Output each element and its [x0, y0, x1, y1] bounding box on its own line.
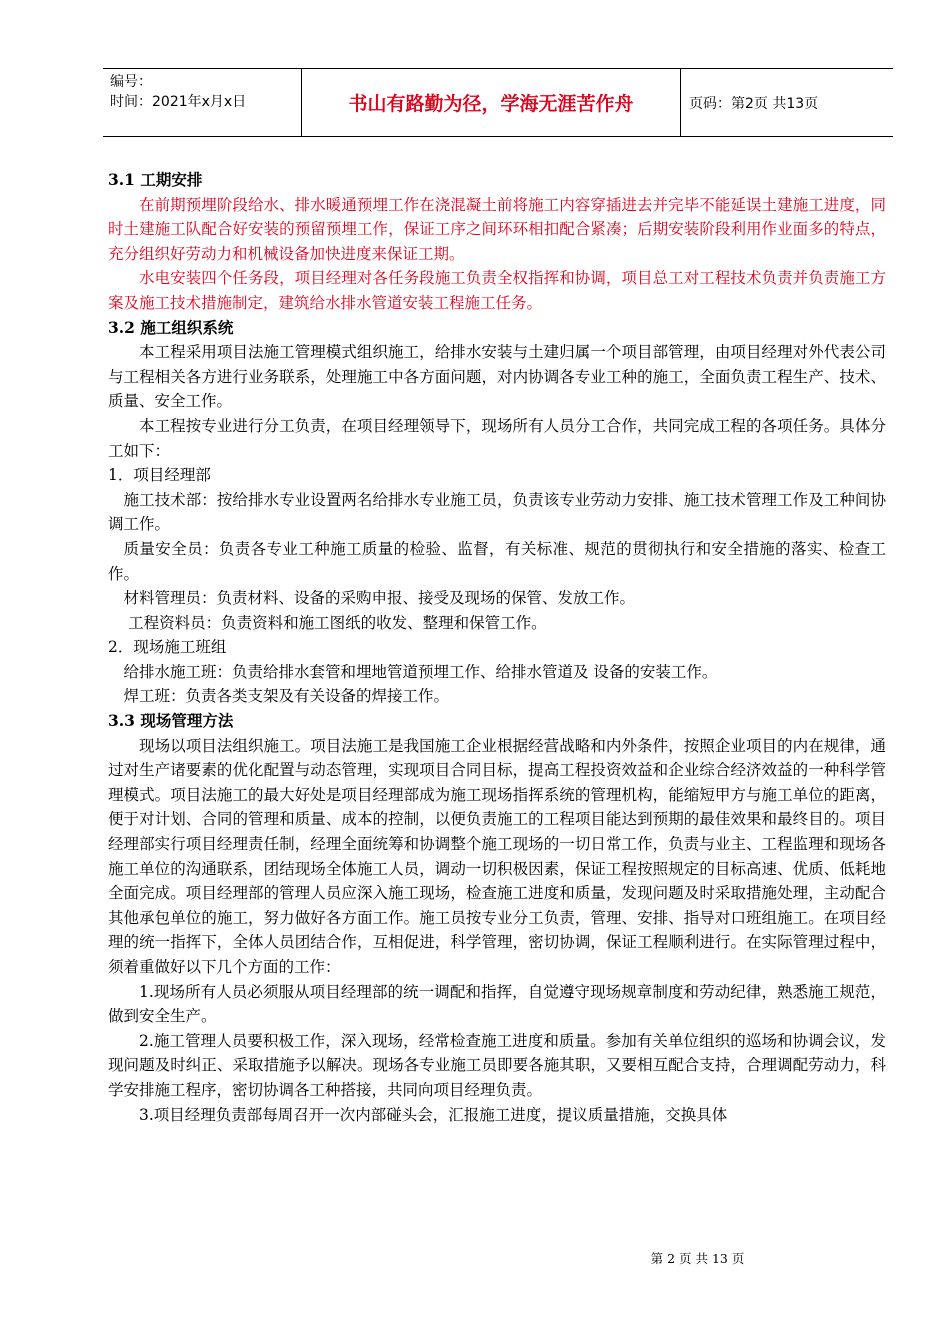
header-page-label: 页码：第2页 共13页	[689, 95, 819, 112]
number-label: 编号：	[110, 74, 152, 90]
page-header	[103, 68, 893, 137]
list-item: 质量安全员：负责各专业工种施工质量的检验、监督，有关标准、规范的贯彻执行和安全措施的落实、检查工作。	[108, 539, 886, 583]
list-heading: 2．现场施工班组	[108, 638, 227, 657]
section-title-3-1: 3.1 工期安排	[108, 170, 203, 189]
paragraph: 在前期预埋阶段给水、排水暖通预埋工作在浇混凝土前将施工内容穿插进去并完毕不能延误土建施工进度，同时土建施工队配合好安装的预留预埋工作，保证工序之间环环相扣配合紧凑；后期安装阶段利用作业面多的特点，充分组织好劳动力和机械设备加快进度来保证工期。	[108, 195, 886, 263]
list-item: 施工技术部：按给排水专业设置两名给排水专业施工员，负责该专业劳动力安排、施工技术管理工作及工种间协调工作。	[108, 490, 886, 534]
list-item: 1.现场所有人员必须服从项目经理部的统一调配和指挥，自觉遵守现场规章制度和劳动纪律，熟悉施工规范，做到安全生产。	[108, 982, 886, 1026]
paragraph: 水电安装四个任务段，项目经理对各任务段施工负责全权指挥和协调，项目总工对工程技术负责并负责施工方案及施工技术措施制定，建筑给水排水管道安装工程施工任务。	[108, 269, 886, 312]
list-item: 工程资料员：负责资料和施工图纸的收发、整理和保管工作。	[128, 613, 547, 632]
page-footer: 第 2 页 共 13 页	[650, 1251, 745, 1266]
list-heading: 1．项目经理部	[108, 466, 211, 485]
header-meta	[103, 69, 302, 136]
time-label: 时间：2021年x月x日	[110, 94, 247, 110]
section-title-3-3: 3.3 现场管理方法	[108, 711, 234, 731]
paragraph: 本工程按专业进行分工负责，在项目经理领导下，现场所有人员分工合作，共同完成工程的各项任务。具体分工如下：	[108, 416, 886, 460]
section-title-3-2: 3.2 施工组织系统	[108, 317, 234, 337]
paragraph: 现场以项目法组织施工。项目法施工是我国施工企业根据经营战略和内外条件，按照企业项目的内在规律，通过对生产诸要素的优化配置与动态管理，实现项目合同目标，提高工程投资效益和企业综合经济效益的一种科学管理模式。项目法施工的最大好处是项目经理部成为施工现场指挥系统的管理机构，能缩短甲方与施工单位的距离，便于对计划、合同的管理和质量、成本的控制，以便负责施工的工程项目能达到预期的最佳效果和最终目的。项目经理部实行项目经理责任制，经理全面统筹和协调整个施工现场的一切日常工作，负责与业主、工程监理和现场各施工单位的沟通联系，团结现场全体施工人员，调动一切积极因素，保证工程按照规定的目标高速、优质、低耗地全面完成。项目经理部的管理人员应深入施工现场，检查施工进度和质量，发现问题及时采取措施处理，主动配合其他承包单位的施工，努力做好各方面工作。施工员按专业分工负责，管理、安排、指导对口班组施工。在项目经理的统一指挥下，全体人员团结合作，互相促进，科学管理，密切协调，保证工程顺利进行。在实际管理过程中，须着重做好以下几个方面的工作：	[108, 736, 886, 976]
list-item: 焊工班：负责各类支架及有关设备的焊接工作。	[123, 687, 450, 706]
list-item: 给排水施工班：负责给排水套管和埋地管道预埋工作、给排水管道及 设备的安装工作。	[123, 662, 718, 681]
paragraph: 本工程采用项目法施工管理模式组织施工，给排水安装与土建归属一个项目部管理，由项目经理对外代表公司与工程相关各方进行业务联系，处理施工中各方面问题，对内协调各专业工种的施工，全面负责工程生产、技术、质量、安全工作。	[108, 343, 886, 411]
list-item: 3.项目经理负责部每周召开一次内部碰头会，汇报施工进度，提议质量措施，交换具体	[139, 1105, 728, 1124]
list-item: 2.施工管理人员要积极工作，深入现场，经常检查施工进度和质量。参加有关单位组织的巡场和协调会议，发现问题及时纠正、采取措施予以解决。现场各专业施工员即要各施其职，又要相互配合支持，合理调配劳动力，科学安排施工程序，密切协调各工种搭接，共同向项目经理负责。	[108, 1031, 886, 1099]
list-item: 材料管理员：负责材料、设备的采购申报、接受及现场的保管、发放工作。	[123, 589, 636, 608]
header-motto: 书山有路勤为径，学海无涯苦作舟	[302, 69, 681, 136]
document-body	[108, 168, 886, 1127]
